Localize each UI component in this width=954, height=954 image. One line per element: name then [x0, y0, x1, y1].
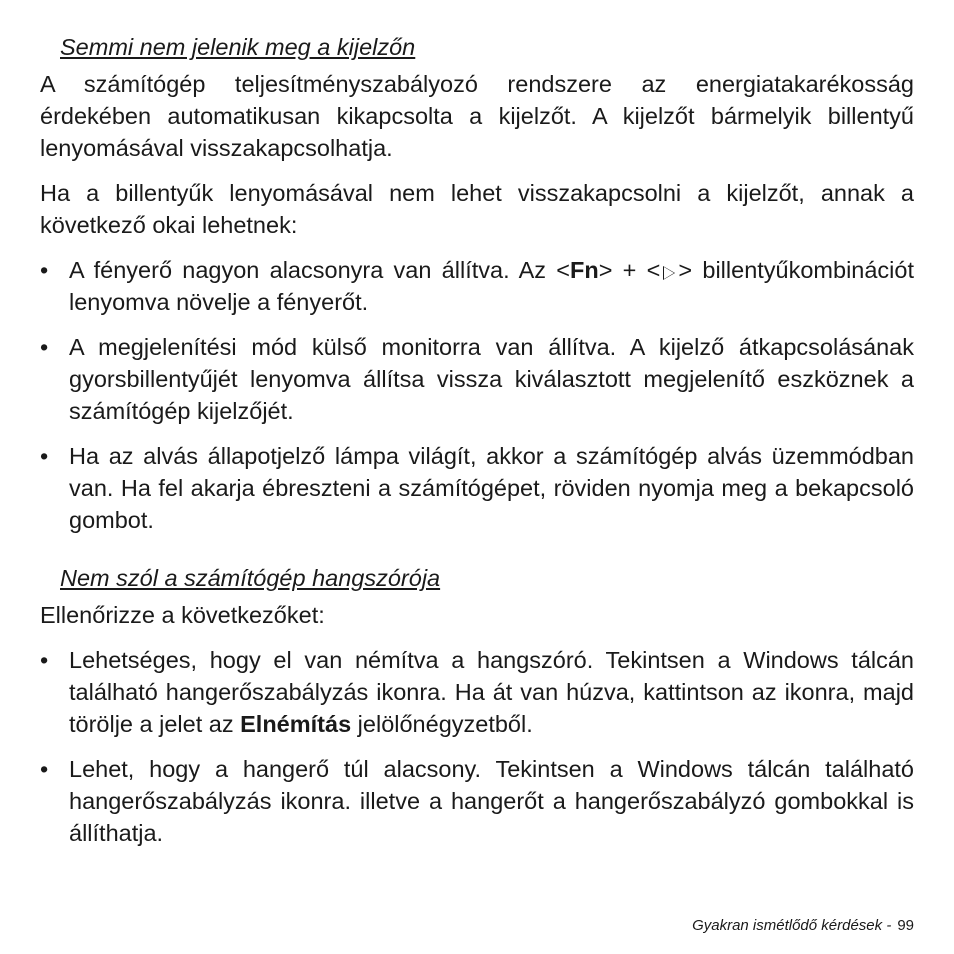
paragraph-causes-intro: Ha a billentyűk lenyomásával nem lehet visszakapcsolni a kijelzőt, annak a következő okai lehetnek:: [40, 180, 914, 238]
footer-title: Gyakran ismétlődő kérdések -: [692, 917, 892, 934]
bullet-marker: •: [40, 334, 49, 360]
brightness-up-arrow-icon: [664, 267, 674, 279]
bullet-marker: •: [40, 756, 49, 782]
paragraph-power-management: A számítógép teljesítményszabályozó rendszere az energiatakarékosság érdekében automatikusan kikapcsolta a kijelzőt. A kijelzőt bármelyik billentyű lenyomásával visszakapcsolhatja.: [40, 71, 914, 161]
bullet-marker: •: [40, 257, 49, 283]
fn-key-label: Fn: [569, 257, 599, 283]
muted-text-prefix: Lehetséges, hogy el van némítva a hangszóró. Tekintsen a Windows tálcán található hangerőszabályzás ikonra. Ha át van húzva, kattintson az ikonra, majd törölje a jelet az: [69, 647, 914, 737]
paragraph-check-intro: Ellenőrizze a következőket:: [40, 602, 325, 628]
brightness-text-suffix: > billentyűkombinációt lenyomva növelje a fényerőt.: [69, 257, 915, 315]
section-heading-display: Semmi nem jelenik meg a kijelzőn: [60, 34, 416, 60]
list-item-brightness: [40, 254, 914, 318]
page-footer: [692, 917, 914, 934]
brightness-text-prefix: A fényerő nagyon alacsonyra van állítva. Az <: [69, 257, 570, 283]
bullet-marker: •: [40, 443, 49, 469]
muted-text-suffix: jelölőnégyzetből.: [351, 711, 533, 737]
list-item-low-volume: [40, 753, 914, 849]
mute-checkbox-label: Elnémítás: [240, 711, 352, 737]
document-page: [40, 30, 914, 862]
section-heading-speaker: Nem szól a számítógép hangszórója: [60, 565, 441, 591]
list-item-sleep-mode: [40, 440, 914, 536]
page-number: 99: [897, 917, 914, 934]
speaker-causes-list: [40, 644, 914, 849]
external-monitor-text: A megjelenítési mód külső monitorra van állítva. A kijelző átkapcsolásának gyorsbillentyűjét lenyomva állítsa vissza kiválasztott megjelenítő eszköznek a számítógép kijelzőjét.: [69, 334, 914, 424]
low-volume-text: Lehet, hogy a hangerő túl alacsony. Tekintsen a Windows tálcán található hangerőszabályzás ikonra. illetve a hangerőt a hangerőszabályzó gombokkal is állíthatja.: [69, 756, 914, 846]
sleep-mode-text: Ha az alvás állapotjelző lámpa világít, akkor a számítógép alvás üzemmódban van. Ha fel akarja ébreszteni a számítógépet, röviden nyomja meg a bekapcsoló gombot.: [69, 443, 914, 533]
display-causes-list: [40, 254, 914, 536]
list-item-external-monitor: [40, 331, 914, 427]
brightness-text-middle: > + <: [598, 257, 661, 283]
bullet-marker: •: [40, 647, 49, 673]
list-item-muted: [40, 644, 914, 740]
